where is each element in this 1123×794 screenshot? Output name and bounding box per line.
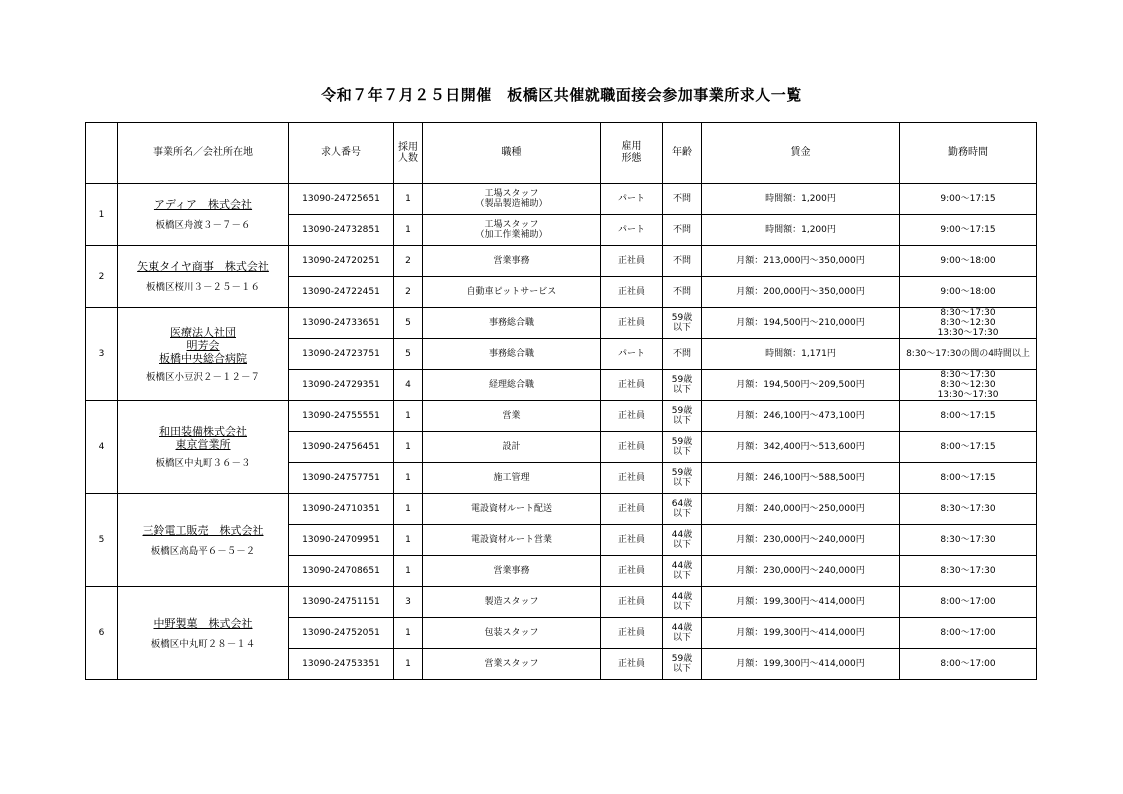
working-hours [900,308,1037,339]
company-name-line: 明芳会 [186,338,220,352]
working-hours-line: 8:30～17:30 [940,308,996,318]
wage: 月額：194,500円～210,000円 [702,308,900,339]
working-hours [900,587,1037,618]
hires-count: 2 [394,246,423,277]
job-number: 13090-24756451 [289,432,394,463]
working-hours-line: 8:00～17:15 [940,411,996,421]
age-requirement [663,215,702,246]
company-cell [118,494,289,587]
age-requirement-line: 以下 [672,323,691,333]
occupation [423,618,601,649]
wage: 時間額：1,200円 [702,215,900,246]
header-occupation: 職種 [423,123,601,184]
working-hours-line: 8:30～17:30 [940,504,996,514]
working-hours-line: 8:30～12:30 [940,380,996,390]
employment-type: 正社員 [601,556,663,587]
header-employment-type [601,123,663,184]
age-requirement-line: 以下 [672,385,691,395]
working-hours-line: 8:30～17:30 [940,535,996,545]
age-requirement-line: 以下 [672,571,691,581]
working-hours-line: 8:30～17:30の間の4時間以上 [906,349,1030,359]
working-hours-line: 8:30～17:30 [940,370,996,380]
age-requirement-line: 59歳 [671,313,693,323]
occupation [423,370,601,401]
hires-count: 1 [394,618,423,649]
occupation [423,308,601,339]
job-number: 13090-24757751 [289,463,394,494]
company-name-line: 和田装備株式会社 [159,425,247,438]
company-cell [118,587,289,680]
working-hours-line: 8:00～17:15 [940,442,996,452]
working-hours-line: 13:30～17:30 [937,328,999,338]
age-requirement [663,525,702,556]
header-job-number: 求人番号 [289,123,394,184]
hires-count: 4 [394,370,423,401]
working-hours [900,401,1037,432]
company-name-line: 中野製菓 株式会社 [153,616,253,630]
occupation-line: 電設資材ルート営業 [470,535,552,545]
occupation-line: 経理総合職 [488,380,534,390]
employment-type: 正社員 [601,525,663,556]
working-hours-line: 8:00～17:00 [940,628,996,638]
hires-count: 1 [394,525,423,556]
working-hours-line: 8:30～12:30 [940,318,996,328]
occupation-line: 営業事務 [493,566,530,576]
company-number: 6 [86,587,118,680]
age-requirement-line: 不問 [672,194,691,204]
job-number: 13090-24729351 [289,370,394,401]
occupation-line: （加工作業補助） [475,230,548,240]
company-address: 板橋区舟渡３－７－６ [155,220,251,231]
company-cell [118,308,289,401]
job-number: 13090-24709951 [289,525,394,556]
company-address: 板橋区桜川３－２５－１６ [145,282,260,293]
working-hours [900,339,1037,370]
age-requirement-line: 以下 [672,540,691,550]
company-address: 板橋区小豆沢２－１２－７ [145,371,260,383]
wage: 月額：213,000円～350,000円 [702,246,900,277]
company-name [118,617,288,630]
table-body [86,184,1037,680]
wage: 月額：194,500円～209,500円 [702,370,900,401]
age-requirement-line: 不問 [672,256,691,266]
working-hours-line: 8:00～17:15 [940,473,996,483]
age-requirement-line: 不問 [672,287,691,297]
age-requirement [663,494,702,525]
age-requirement [663,277,702,308]
age-requirement-line: 以下 [672,509,691,519]
age-requirement-line: 59歳 [671,375,693,385]
header-company: 事業所名／会社所在地 [118,123,289,184]
job-number: 13090-24720251 [289,246,394,277]
age-requirement [663,308,702,339]
age-requirement-line: 不問 [672,225,691,235]
occupation [423,556,601,587]
wage: 時間額：1,171円 [702,339,900,370]
page-title: 令和７年７月２５日開催 板橋区共催就職面接会参加事業所求人一覧 [321,86,802,104]
working-hours [900,370,1037,401]
occupation-line: 工場スタッフ [484,189,539,199]
job-number: 13090-24732851 [289,215,394,246]
employment-type: パート [601,184,663,215]
hires-count: 3 [394,587,423,618]
wage: 月額：246,100円～588,500円 [702,463,900,494]
job-number: 13090-24725651 [289,184,394,215]
company-address: 板橋区高島平６－５－２ [150,545,256,557]
employment-type: 正社員 [601,277,663,308]
employment-type: 正社員 [601,494,663,525]
working-hours [900,618,1037,649]
occupation [423,432,601,463]
employment-type: 正社員 [601,587,663,618]
employment-type: 正社員 [601,432,663,463]
occupation [423,649,601,680]
table-row [86,246,1037,277]
working-hours [900,184,1037,215]
job-number: 13090-24751151 [289,587,394,618]
occupation-line: 事務総合職 [488,318,534,328]
age-requirement-line: 以下 [672,602,691,612]
job-number: 13090-24752051 [289,618,394,649]
employment-type: 正社員 [601,246,663,277]
age-requirement [663,556,702,587]
employment-type: 正社員 [601,463,663,494]
employment-type: 正社員 [601,618,663,649]
age-requirement-line: 59歳 [671,406,693,416]
age-requirement [663,401,702,432]
age-requirement [663,246,702,277]
working-hours-line: 9:00～18:00 [940,287,996,297]
job-listing-table [85,122,1037,680]
company-name [118,425,288,451]
employment-type: 正社員 [601,649,663,680]
age-requirement-line: 64歳 [671,499,693,509]
occupation-line: 製造スタッフ [484,597,539,607]
company-name [118,198,288,211]
wage: 月額：199,300円～414,000円 [702,587,900,618]
occupation [423,587,601,618]
occupation-line: 自動車ピットサービス [466,287,557,297]
wage: 月額：230,000円～240,000円 [702,556,900,587]
age-requirement [663,463,702,494]
working-hours-line: 13:30～17:30 [937,390,999,400]
company-name-line: 三鈴電工販売 株式会社 [142,523,264,537]
job-number: 13090-24723751 [289,339,394,370]
occupation-line: 営業スタッフ [484,659,539,669]
table-header-row [86,123,1037,184]
working-hours [900,649,1037,680]
company-name-line: アディア 株式会社 [153,198,253,211]
age-requirement-line: 以下 [672,478,691,488]
table-row [86,401,1037,432]
company-name [118,524,288,537]
age-requirement-line: 44歳 [671,592,693,602]
working-hours [900,494,1037,525]
age-requirement-line: 以下 [672,416,691,426]
working-hours [900,556,1037,587]
working-hours [900,277,1037,308]
working-hours [900,246,1037,277]
working-hours-line: 9:00～17:15 [940,194,996,204]
hires-count: 1 [394,215,423,246]
company-cell [118,246,289,308]
header-employment-type-label: 雇用形態 [621,141,642,164]
age-requirement [663,339,702,370]
header-hires-label: 採用人数 [398,142,418,164]
occupation [423,401,601,432]
occupation-line: 施工管理 [493,473,530,483]
employment-type: パート [601,339,663,370]
age-requirement-line: 不問 [672,349,691,359]
company-name-line: 東京営業所 [175,438,231,451]
age-requirement-line: 59歳 [671,437,693,447]
working-hours-line: 8:00～17:00 [940,597,996,607]
occupation-line: 包装スタッフ [484,628,539,638]
header-wage: 賃金 [702,123,900,184]
occupation-line: 営業 [502,411,521,421]
job-number: 13090-24708651 [289,556,394,587]
company-name-line: 医療法人社団 [170,325,236,339]
working-hours [900,525,1037,556]
working-hours [900,463,1037,494]
age-requirement [663,432,702,463]
age-requirement [663,370,702,401]
wage: 月額：200,000円～350,000円 [702,277,900,308]
age-requirement-line: 59歳 [671,468,693,478]
occupation [423,277,601,308]
age-requirement-line: 以下 [672,664,691,674]
occupation-line: 事務総合職 [488,349,534,359]
job-number: 13090-24753351 [289,649,394,680]
occupation [423,525,601,556]
job-number: 13090-24733651 [289,308,394,339]
age-requirement-line: 以下 [672,633,691,643]
working-hours [900,432,1037,463]
hires-count: 1 [394,432,423,463]
wage: 月額：199,300円～414,000円 [702,618,900,649]
age-requirement [663,184,702,215]
occupation-line: 設計 [502,442,521,452]
company-name [118,326,288,365]
hires-count: 1 [394,494,423,525]
wage: 時間額：1,200円 [702,184,900,215]
occupation [423,494,601,525]
working-hours [900,215,1037,246]
wage: 月額：342,400円～513,600円 [702,432,900,463]
header-hires [394,123,423,184]
occupation [423,463,601,494]
employment-type: 正社員 [601,308,663,339]
employment-type: 正社員 [601,401,663,432]
table-row [86,494,1037,525]
header-age: 年齢 [663,123,702,184]
occupation [423,339,601,370]
company-cell [118,184,289,246]
table-row [86,184,1037,215]
job-number: 13090-24755551 [289,401,394,432]
age-requirement [663,618,702,649]
hires-count: 1 [394,463,423,494]
working-hours-line: 9:00～18:00 [940,256,996,266]
hires-count: 2 [394,277,423,308]
job-number: 13090-24722451 [289,277,394,308]
employment-type: 正社員 [601,370,663,401]
table-row [86,308,1037,339]
hires-count: 1 [394,649,423,680]
hires-count: 5 [394,339,423,370]
wage: 月額：246,100円～473,100円 [702,401,900,432]
working-hours-line: 9:00～17:15 [940,225,996,235]
occupation [423,184,601,215]
occupation-line: 工場スタッフ [484,220,539,230]
age-requirement-line: 44歳 [671,561,693,571]
company-name-line: 板橋中央総合病院 [159,351,247,365]
occupation [423,215,601,246]
age-requirement [663,649,702,680]
employment-type: パート [601,215,663,246]
hires-count: 5 [394,308,423,339]
company-cell [118,401,289,494]
header-no [86,123,118,184]
occupation-line: 電設資材ルート配送 [470,504,552,514]
company-number: 5 [86,494,118,587]
age-requirement-line: 59歳 [671,654,693,664]
age-requirement-line: 以下 [672,447,691,457]
company-address: 板橋区中丸町３６－３ [155,458,251,469]
age-requirement [663,587,702,618]
company-number: 1 [86,184,118,246]
occupation-line: （製品製造補助） [475,199,548,209]
wage: 月額：199,300円～414,000円 [702,649,900,680]
company-name-line: 矢東タイヤ商事 株式会社 [137,260,269,273]
occupation-line: 営業事務 [493,256,530,266]
company-address: 板橋区中丸町２８－１４ [150,638,256,650]
working-hours-line: 8:00～17:00 [940,659,996,669]
hires-count: 1 [394,184,423,215]
company-number: 2 [86,246,118,308]
company-number: 3 [86,308,118,401]
wage: 月額：230,000円～240,000円 [702,525,900,556]
age-requirement-line: 44歳 [671,530,693,540]
wage: 月額：240,000円～250,000円 [702,494,900,525]
hires-count: 1 [394,556,423,587]
company-name [118,260,288,273]
working-hours-line: 8:30～17:30 [940,566,996,576]
table-row [86,587,1037,618]
job-number: 13090-24710351 [289,494,394,525]
header-hours: 勤務時間 [900,123,1037,184]
company-number: 4 [86,401,118,494]
occupation [423,246,601,277]
age-requirement-line: 44歳 [671,623,693,633]
hires-count: 1 [394,401,423,432]
